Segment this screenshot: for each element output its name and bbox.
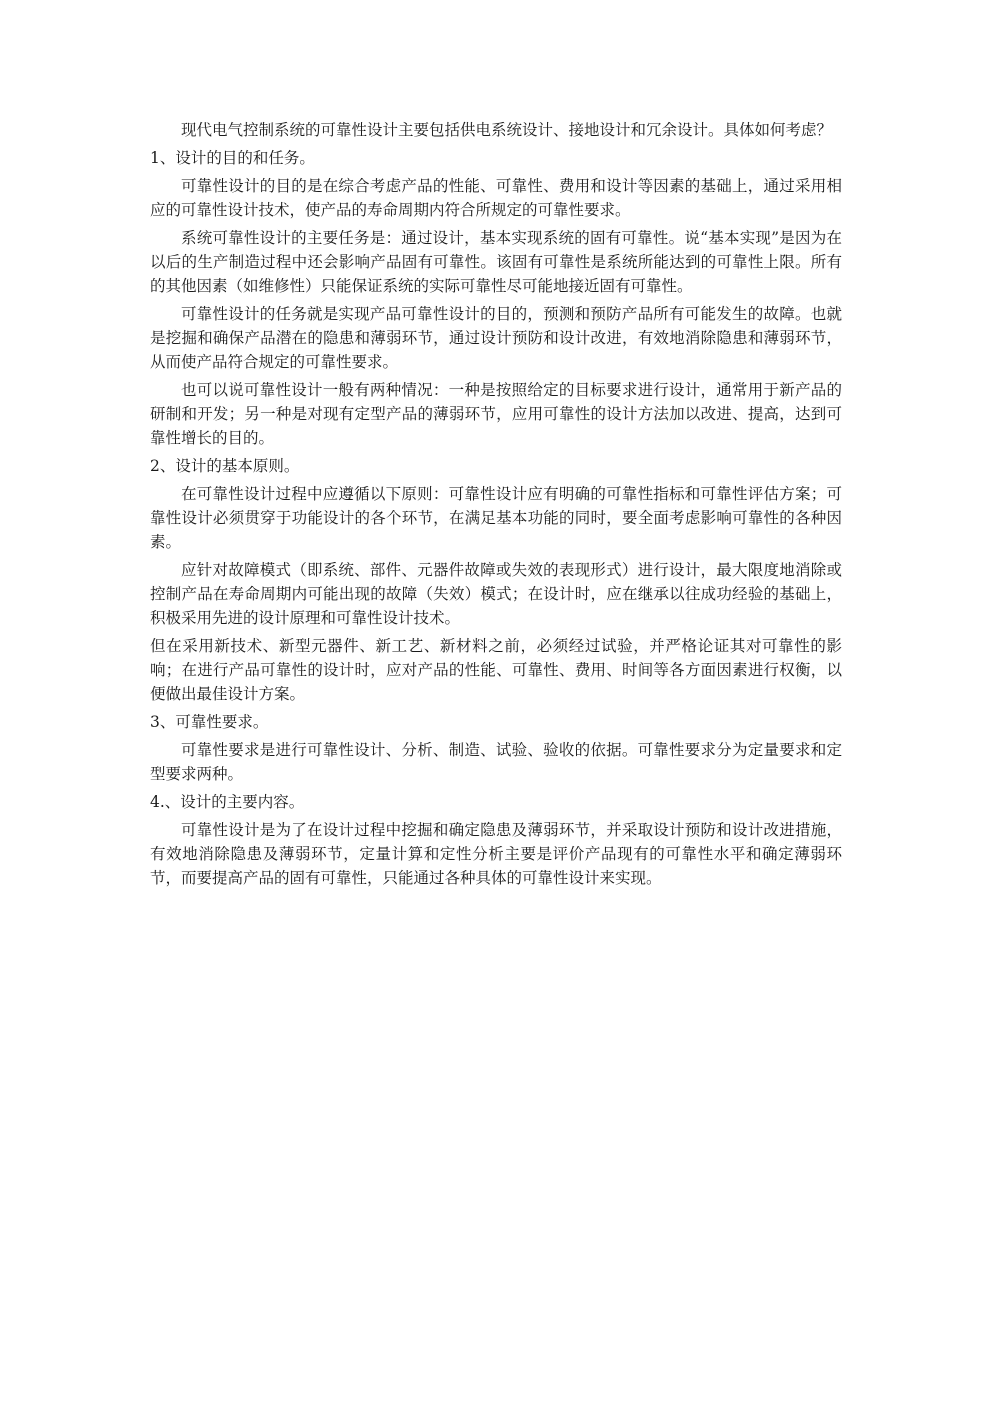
section-heading-2: 2、设计的基本原则。	[150, 457, 300, 475]
section-heading-4: 4.、设计的主要内容。	[150, 793, 305, 811]
paragraph: 也可以说可靠性设计一般有两种情况：一种是按照给定的目标要求进行设计，通常用于新产品的研制和开发；另一种是对现有定型产品的薄弱环节，应用可靠性的设计方法加以改进、提高，达到可靠性增长的目的。	[150, 381, 842, 447]
paragraph: 但在采用新技术、新型元器件、新工艺、新材料之前，必须经过试验，并严格论证其对可靠性的影响；在进行产品可靠性的设计时，应对产品的性能、可靠性、费用、时间等各方面因素进行权衡，以便做出最佳设计方案。	[150, 637, 842, 703]
paragraph: 可靠性设计是为了在设计过程中挖掘和确定隐患及薄弱环节，并采取设计预防和设计改进措施，有效地消除隐患及薄弱环节，定量计算和定性分析主要是评价产品现有的可靠性水平和确定薄弱环节，而要提高产品的固有可靠性，只能通过各种具体的可靠性设计来实现。	[150, 821, 842, 887]
paragraph: 可靠性要求是进行可靠性设计、分析、制造、试验、验收的依据。可靠性要求分为定量要求和定型要求两种。	[150, 741, 842, 783]
paragraph: 系统可靠性设计的主要任务是：通过设计，基本实现系统的固有可靠性。说“基本实现”是因为在以后的生产制造过程中还会影响产品固有可靠性。该固有可靠性是系统所能达到的可靠性上限。所有的其他因素（如维修性）只能保证系统的实际可靠性尽可能地接近固有可靠性。	[150, 229, 842, 295]
paragraph: 可靠性设计的任务就是实现产品可靠性设计的目的，预测和预防产品所有可能发生的故障。也就是挖掘和确保产品潜在的隐患和薄弱环节，通过设计预防和设计改进，有效地消除隐患和薄弱环节，从而使产品符合规定的可靠性要求。	[150, 305, 842, 371]
section-heading-3: 3、可靠性要求。	[150, 713, 269, 731]
paragraph: 可靠性设计的目的是在综合考虑产品的性能、可靠性、费用和设计等因素的基础上，通过采用相应的可靠性设计技术，使产品的寿命周期内符合所规定的可靠性要求。	[150, 177, 842, 219]
section-heading-1: 1、设计的目的和任务。	[150, 149, 315, 167]
document-body	[150, 118, 842, 894]
paragraph: 应针对故障模式（即系统、部件、元器件故障或失效的表现形式）进行设计，最大限度地消除或控制产品在寿命周期内可能出现的故障（失效）模式；在设计时，应在继承以往成功经验的基础上，积极采用先进的设计原理和可靠性设计技术。	[150, 561, 842, 627]
intro-question: 现代电气控制系统的可靠性设计主要包括供电系统设计、接地设计和冗余设计。具体如何考虑？	[181, 121, 833, 139]
paragraph: 在可靠性设计过程中应遵循以下原则：可靠性设计应有明确的可靠性指标和可靠性评估方案；可靠性设计必须贯穿于功能设计的各个环节，在满足基本功能的同时，要全面考虑影响可靠性的各种因素。	[150, 485, 842, 551]
